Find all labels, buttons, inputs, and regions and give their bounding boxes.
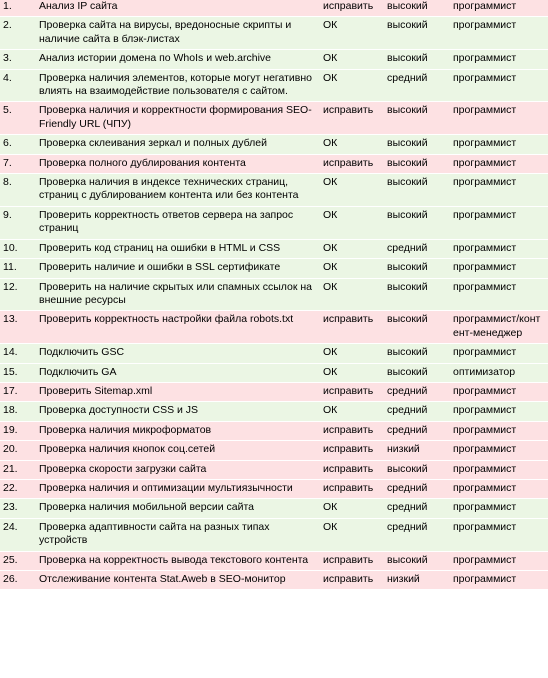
priority-level: высокий: [384, 0, 450, 17]
assignee-role: программист: [450, 102, 548, 135]
row-number: 5.: [0, 102, 36, 135]
check-result: ОК: [320, 69, 384, 102]
row-number: 22.: [0, 479, 36, 498]
assignee-role: программист: [450, 479, 548, 498]
check-result: ОК: [320, 363, 384, 382]
assignee-role: программист: [450, 206, 548, 239]
priority-level: высокий: [384, 135, 450, 154]
table-row: [0, 174, 548, 207]
row-number: 3.: [0, 50, 36, 69]
task-description: Проверка наличия и оптимизации мультиязычности: [36, 479, 320, 498]
check-result: исправить: [320, 479, 384, 498]
priority-level: высокий: [384, 278, 450, 311]
table-row: [0, 278, 548, 311]
task-description: Проверить корректность настройки файла robots.txt: [36, 311, 320, 344]
table-row: [0, 17, 548, 50]
task-description: Проверка полного дублирования контента: [36, 154, 320, 173]
priority-level: средний: [384, 518, 450, 551]
task-description: Анализ IP сайта: [36, 0, 320, 17]
assignee-role: оптимизатор: [450, 363, 548, 382]
priority-level: низкий: [384, 571, 450, 590]
task-description: Проверка адаптивности сайта на разных типах устройств: [36, 518, 320, 551]
assignee-role: программист: [450, 421, 548, 440]
task-description: Проверка сайта на вирусы, вредоносные скрипты и наличие сайта в блэк-листах: [36, 17, 320, 50]
task-description: Анализ истории домена по WhoIs и web.archive: [36, 50, 320, 69]
assignee-role: программист: [450, 382, 548, 401]
check-result: ОК: [320, 50, 384, 69]
row-number: 24.: [0, 518, 36, 551]
task-description: Проверка наличия мобильной версии сайта: [36, 499, 320, 518]
row-number: 17.: [0, 382, 36, 401]
check-result: ОК: [320, 135, 384, 154]
priority-level: высокий: [384, 460, 450, 479]
table-row: [0, 154, 548, 173]
row-number: 2.: [0, 17, 36, 50]
assignee-role: программист: [450, 551, 548, 570]
priority-level: высокий: [384, 206, 450, 239]
task-description: Проверить Sitemap.xml: [36, 382, 320, 401]
check-result: ОК: [320, 239, 384, 258]
check-result: ОК: [320, 344, 384, 363]
check-result: исправить: [320, 0, 384, 17]
table-row: [0, 206, 548, 239]
row-number: 1.: [0, 0, 36, 17]
assignee-role: программист: [450, 50, 548, 69]
task-description: Проверка на корректность вывода текстового контента: [36, 551, 320, 570]
assignee-role: программист: [450, 460, 548, 479]
table-row: [0, 50, 548, 69]
priority-level: высокий: [384, 17, 450, 50]
table-row: [0, 551, 548, 570]
priority-level: высокий: [384, 259, 450, 278]
row-number: 9.: [0, 206, 36, 239]
table-row: [0, 382, 548, 401]
table-row: [0, 344, 548, 363]
check-result: ОК: [320, 174, 384, 207]
check-result: ОК: [320, 206, 384, 239]
row-number: 10.: [0, 239, 36, 258]
priority-level: средний: [384, 402, 450, 421]
row-number: 13.: [0, 311, 36, 344]
row-number: 8.: [0, 174, 36, 207]
row-number: 14.: [0, 344, 36, 363]
task-description: Проверить наличие и ошибки в SSL сертификате: [36, 259, 320, 278]
priority-level: средний: [384, 499, 450, 518]
priority-level: высокий: [384, 363, 450, 382]
row-number: 7.: [0, 154, 36, 173]
row-number: 11.: [0, 259, 36, 278]
row-number: 26.: [0, 571, 36, 590]
priority-level: средний: [384, 479, 450, 498]
priority-level: высокий: [384, 311, 450, 344]
priority-level: средний: [384, 421, 450, 440]
task-description: Проверка наличия кнопок соц.сетей: [36, 441, 320, 460]
priority-level: высокий: [384, 174, 450, 207]
check-result: исправить: [320, 551, 384, 570]
assignee-role: программист: [450, 518, 548, 551]
task-description: Проверка наличия и корректности формирования SEO-Friendly URL (ЧПУ): [36, 102, 320, 135]
assignee-role: программист: [450, 135, 548, 154]
table-row: [0, 460, 548, 479]
row-number: 25.: [0, 551, 36, 570]
priority-level: высокий: [384, 50, 450, 69]
assignee-role: программист: [450, 0, 548, 17]
assignee-role: программист: [450, 571, 548, 590]
assignee-role: программист: [450, 402, 548, 421]
task-description: Проверить корректность ответов сервера на запрос страниц: [36, 206, 320, 239]
task-description: Отслеживание контента Stat.Aweb в SEO-монитор: [36, 571, 320, 590]
table-row: [0, 571, 548, 590]
task-description: Проверка доступности CSS и JS: [36, 402, 320, 421]
check-result: ОК: [320, 278, 384, 311]
task-description: Проверить код страниц на ошибки в HTML и CSS: [36, 239, 320, 258]
check-result: исправить: [320, 311, 384, 344]
task-description: Проверка скорости загрузки сайта: [36, 460, 320, 479]
table-row: [0, 421, 548, 440]
row-number: 23.: [0, 499, 36, 518]
check-result: исправить: [320, 460, 384, 479]
priority-level: средний: [384, 382, 450, 401]
task-description: Проверка наличия в индексе технических страниц, страниц с дублированием контента или без контента: [36, 174, 320, 207]
priority-level: средний: [384, 69, 450, 102]
table-row: [0, 363, 548, 382]
assignee-role: программист: [450, 154, 548, 173]
table-row: [0, 0, 548, 17]
row-number: 6.: [0, 135, 36, 154]
task-description: Подключить GSC: [36, 344, 320, 363]
table-row: [0, 102, 548, 135]
row-number: 4.: [0, 69, 36, 102]
check-result: исправить: [320, 571, 384, 590]
table-row: [0, 441, 548, 460]
check-result: ОК: [320, 518, 384, 551]
priority-level: высокий: [384, 344, 450, 363]
task-description: Проверка склеивания зеркал и полных дублей: [36, 135, 320, 154]
row-number: 19.: [0, 421, 36, 440]
row-number: 21.: [0, 460, 36, 479]
assignee-role: программист: [450, 278, 548, 311]
table-row: [0, 69, 548, 102]
task-description: Проверка наличия микроформатов: [36, 421, 320, 440]
assignee-role: программист: [450, 69, 548, 102]
check-result: ОК: [320, 499, 384, 518]
table-row: [0, 259, 548, 278]
table-row: [0, 311, 548, 344]
task-description: Проверка наличия элементов, которые могут негативно влиять на взаимодействие пользователя с сайтом.: [36, 69, 320, 102]
row-number: 20.: [0, 441, 36, 460]
priority-level: высокий: [384, 551, 450, 570]
assignee-role: программист: [450, 17, 548, 50]
table-row: [0, 239, 548, 258]
assignee-role: программист: [450, 239, 548, 258]
assignee-role: программист: [450, 344, 548, 363]
priority-level: средний: [384, 239, 450, 258]
assignee-role: программист: [450, 259, 548, 278]
table-row: [0, 518, 548, 551]
task-description: Проверить на наличие скрытых или спамных ссылок на внешние ресурсы: [36, 278, 320, 311]
assignee-role: программист: [450, 499, 548, 518]
check-result: исправить: [320, 421, 384, 440]
table-row: [0, 479, 548, 498]
check-result: исправить: [320, 382, 384, 401]
check-result: ОК: [320, 17, 384, 50]
task-description: Подключить GA: [36, 363, 320, 382]
row-number: 15.: [0, 363, 36, 382]
check-result: ОК: [320, 402, 384, 421]
check-result: ОК: [320, 259, 384, 278]
priority-level: высокий: [384, 154, 450, 173]
assignee-role: программист: [450, 174, 548, 207]
priority-level: высокий: [384, 102, 450, 135]
table-row: [0, 402, 548, 421]
priority-level: низкий: [384, 441, 450, 460]
assignee-role: программист/конт ент-менеджер: [450, 311, 548, 344]
check-result: исправить: [320, 102, 384, 135]
table-row: [0, 499, 548, 518]
table-row: [0, 135, 548, 154]
row-number: 18.: [0, 402, 36, 421]
row-number: 12.: [0, 278, 36, 311]
check-result: исправить: [320, 154, 384, 173]
check-result: исправить: [320, 441, 384, 460]
assignee-role: программист: [450, 441, 548, 460]
